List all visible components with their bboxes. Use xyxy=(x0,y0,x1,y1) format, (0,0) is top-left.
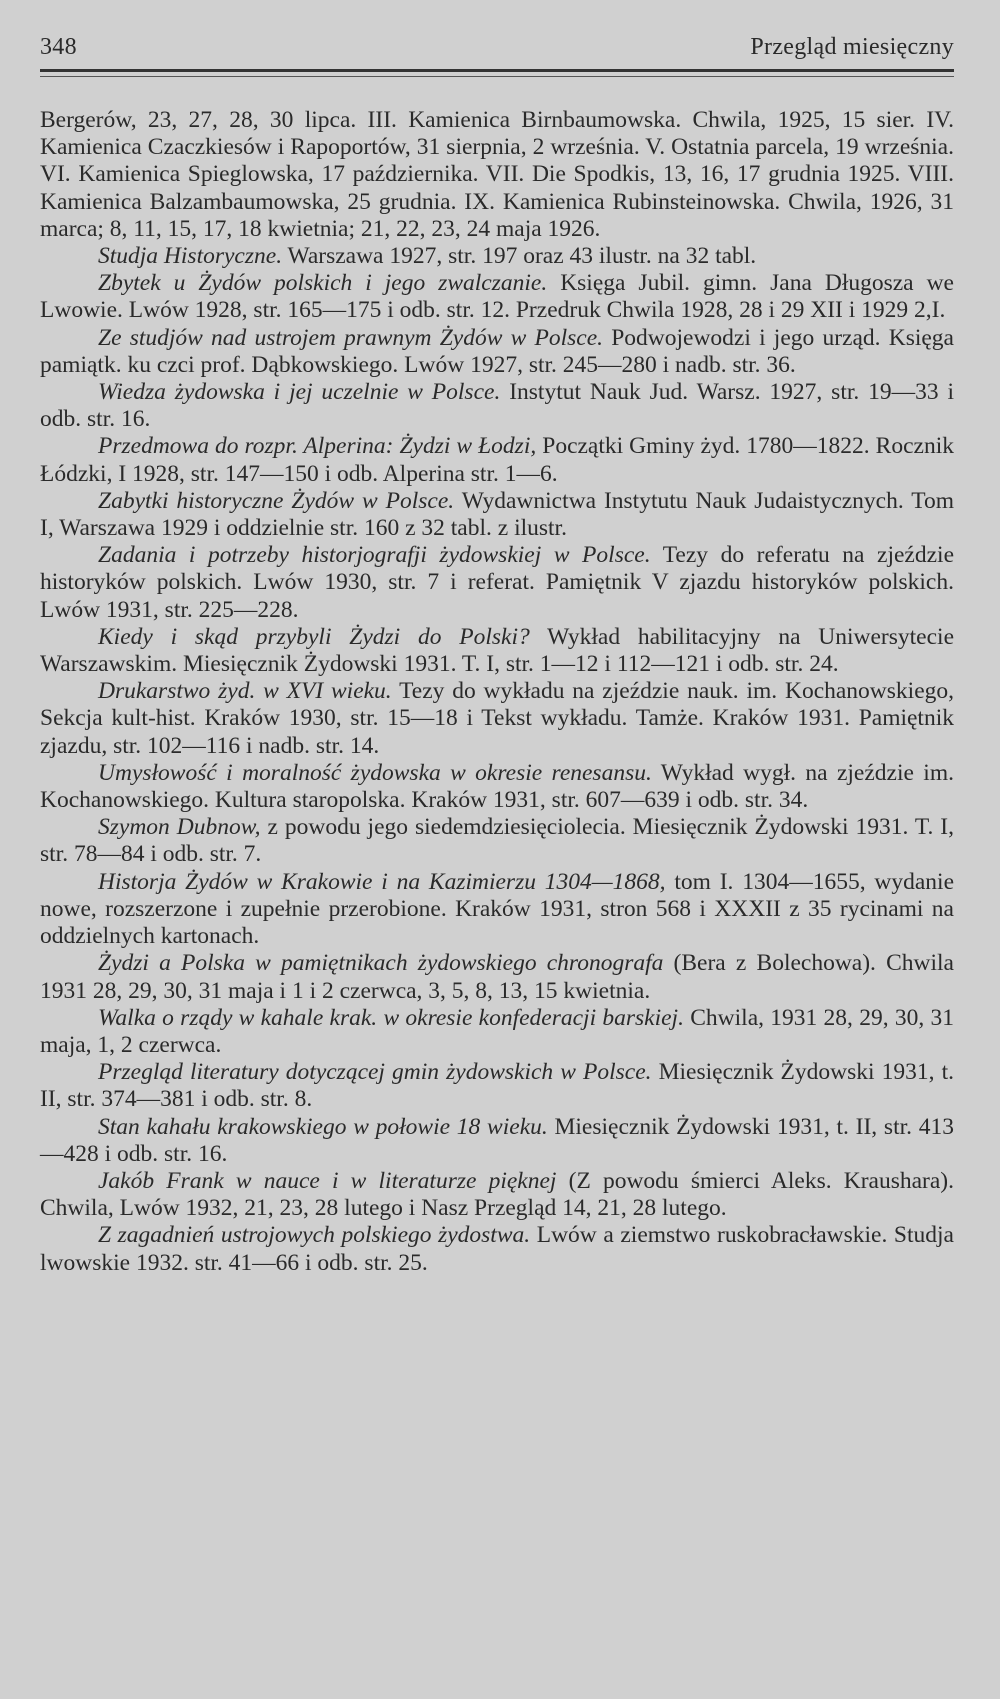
entry-title: Zadania i potrzeby historjografji żydowskiej w Polsce. xyxy=(98,542,651,569)
entry-title: Historja Żydów w Krakowie i na Kazimierzu 1304—1868, xyxy=(98,868,666,895)
entry-title: Szymon Dubnow, xyxy=(98,814,261,841)
bibliography-entry xyxy=(40,760,954,814)
entry-title: Studja Historyczne. xyxy=(98,243,283,270)
entry-text: tom I. 1304—1655, wydanie nowe, rozszerzone i zupełnie przerobione. Kraków 1931, stron 568 i XXXII z 35 rycinami na oddzielnych kartonach. xyxy=(40,868,955,950)
page-number: 348 xyxy=(40,34,77,60)
running-title: Przegląd miesięczny xyxy=(750,34,954,60)
entry-text: (Bera z Bolechowa). Chwila 1931 28, 29, 30, 31 maja i 1 i 2 czerwca, 3, 5, 8, 13, 15 kwietnia. xyxy=(40,950,954,1004)
bibliography-entry xyxy=(40,243,954,270)
entry-text: Lwów a ziemstwo ruskobracławskie. Studja lwowskie 1932. str. 41—66 i odb. str. 25. xyxy=(40,1222,954,1276)
bibliography-entry xyxy=(40,1005,954,1059)
bibliography-entry xyxy=(40,869,954,951)
entry-text: Księga Jubil. gimn. Jana Długosza we Lwowie. Lwów 1928, str. 165—175 i odb. str. 12. Przedruk Chwila 1928, 28 i 29 XII i 1929 2,I. xyxy=(40,270,954,324)
entry-title: Przedmowa do rozpr. Alperina: Żydzi w Łodzi, xyxy=(98,433,537,460)
entry-text: Wydawnictwa Instytutu Nauk Judaistycznych. Tom I, Warszawa 1929 i oddzielnie str. 160 z 32 tabl. z ilustr. xyxy=(40,487,955,542)
entry-title: Zbytek u Żydów polskich i jego zwalczanie. xyxy=(98,270,548,297)
entry-title: Z zagadnień ustrojowych polskiego żydostwa. xyxy=(98,1222,531,1249)
entry-text: Bergerów, 23, 27, 28, 30 lipca. III. Kamienica Birnbaumowska. Chwila, 1925, 15 sier. IV. Kamienica Czaczkiesów i Rapoportów, 31 sierpnia, 2 września. V. Ostatnia parcela, 19 września. VI. Kamienica Spieglowska, 17 października. VII. Die Spodkis, 13, 16, 17 grudnia 1925. VIII. Kamienica Balzambaumowska, 25 grudnia. IX. Kamienica Rubinsteinowska. Chwila, 1926, 31 marca; 8, 11, 15, 17, 18 kwietnia; 21, 22, 23, 24 maja 1926. xyxy=(40,107,954,242)
entry-title: Jakób Frank w nauce i w literaturze pięknej xyxy=(98,1167,557,1194)
entry-text: Wykład habilitacyjny na Uniwersytecie Warszawskim. Miesięcznik Żydowski 1931. T. I, str. 1—12 i 112—121 i odb. str. 24. xyxy=(40,623,954,678)
entry-text: Tezy do referatu na zjeździe historyków polskich. Lwów 1930, str. 7 i referat. Pamiętnik V zjazdu historyków polskich. Lwów 1931, str. 225—228. xyxy=(40,542,955,623)
entry-title: Ze studjów nad ustrojem prawnym Żydów w Polsce. xyxy=(98,324,603,351)
entry-text: z powodu jego siedemdziesięciolecia. Miesięcznik Żydowski 1931. T. I, str. 78—84 i odb. str. 7. xyxy=(40,814,954,868)
entry-title: Przegląd literatury dotyczącej gmin żydowskich w Polsce. xyxy=(98,1059,652,1086)
bibliography-entry xyxy=(40,1114,954,1168)
bibliography-list xyxy=(40,107,954,1277)
bibliography-entry xyxy=(40,1222,954,1276)
bibliography-entry xyxy=(40,433,954,487)
bibliography-entry xyxy=(40,488,954,542)
entry-text: Chwila, 1931 28, 29, 30, 31 maja, 1, 2 czerwca. xyxy=(40,1004,954,1058)
bibliography-entry xyxy=(40,1168,954,1222)
entry-text: Instytut Nauk Jud. Warsz. 1927, str. 19—33 i odb. str. 16. xyxy=(40,379,954,433)
bibliography-entry xyxy=(40,814,954,868)
entry-text: (Z powodu śmierci Aleks. Kraushara). Chwila, Lwów 1932, 21, 23, 28 lutego i Nasz Przegląd 14, 21, 28 lutego. xyxy=(40,1167,955,1222)
bibliography-entry xyxy=(40,678,954,760)
bibliography-entry xyxy=(40,325,954,379)
bibliography-entry xyxy=(40,379,954,433)
bibliography-entry xyxy=(40,542,954,624)
entry-text: Podwojewodzi i jego urząd. Księga pamiątk. ku czci prof. Dąbkowskiego. Lwów 1927, str. 245—280 i nadb. str. 36. xyxy=(40,324,954,378)
entry-title: Zabytki historyczne Żydów w Polsce. xyxy=(98,487,455,514)
bibliography-entry xyxy=(40,624,954,678)
header-rule-thin xyxy=(40,76,954,77)
header-rule xyxy=(40,69,954,72)
bibliography-entry xyxy=(40,270,954,324)
entry-text: Warszawa 1927, str. 197 oraz 43 ilustr. na 32 tabl. xyxy=(282,243,757,270)
entry-title: Drukarstwo żyd. w XVI wieku. xyxy=(98,678,392,705)
entry-text: Wykład wygł. na zjeździe im. Kochanowskiego. Kultura staropolska. Kraków 1931, str. 607—639 i odb. str. 34. xyxy=(40,759,954,814)
bibliography-entry xyxy=(40,950,954,1004)
entry-text: Tezy do wykładu na zjeździe nauk. im. Kochanowskiego, Sekcja kult-hist. Kraków 1930, str. 15—18 i Tekst wykładu. Tamże. Kraków 1931. Pamiętnik zjazdu, str. 102—116 i nadb. str. 14. xyxy=(40,678,955,759)
entry-title: Żydzi a Polska w pamiętnikach żydowskiego chronografa xyxy=(98,950,664,977)
bibliography-entry xyxy=(40,107,954,243)
entry-title: Stan kahału krakowskiego w połowie 18 wieku. xyxy=(98,1113,548,1140)
entry-title: Umysłowość i moralność żydowska w okresie renesansu. xyxy=(98,759,652,786)
page-header xyxy=(40,28,954,69)
entry-text: Początki Gminy żyd. 1780—1822. Rocznik Łódzki, I 1928, str. 147—150 i odb. Alperina str. 1—6. xyxy=(40,433,954,487)
bibliography-entry xyxy=(40,1059,954,1113)
entry-title: Walka o rządy w kahale krak. w okresie konfederacji barskiej. xyxy=(98,1004,684,1031)
entry-title: Kiedy i skąd przybyli Żydzi do Polski? xyxy=(98,623,530,650)
entry-text: Miesięcznik Żydowski 1931, t. II, str. 374—381 i odb. str. 8. xyxy=(40,1059,954,1113)
entry-title: Wiedza żydowska i jej uczelnie w Polsce. xyxy=(98,379,501,406)
entry-text: Miesięcznik Żydowski 1931, t. II, str. 413—428 i odb. str. 16. xyxy=(40,1113,955,1167)
